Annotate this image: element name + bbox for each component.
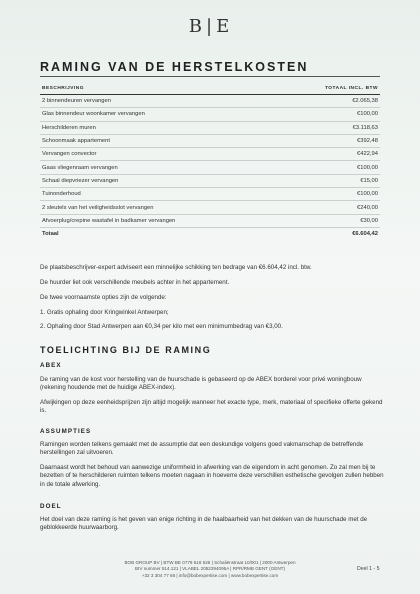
row-description: Vervangen convector [40, 148, 280, 161]
table-row [40, 148, 380, 161]
subheading-doel: DOEL [40, 503, 62, 510]
table-row [40, 134, 380, 147]
page-number: Deel 1 - 5 [357, 566, 380, 572]
assumpties-paragraph-2: Daarnaast wordt het behoud van aanwezige uniformheid in afwerking van de eigendom in acht genomen. Zo zal men bij te bezetten of te herschilderen ruimten telkens moeten nagaan in hoeverre deze verschillen esthetische gevolgen zullen hebben in de totale afwerking. [40, 464, 384, 488]
section-heading-toelichting: TOELICHTING BIJ DE RAMING [40, 345, 212, 355]
row-description: Herschilderen muren [40, 121, 280, 134]
table-row [40, 95, 380, 108]
table-header-row [40, 83, 380, 95]
table-row [40, 108, 380, 121]
row-amount: €100,00 [280, 108, 380, 121]
subheading-abex: ABEX [40, 362, 62, 369]
doel-paragraph: Het doel van deze raming is het geven van enige richting in de haalbaarheid van het dekken van de huurschade met de geblokkeerde huurwaarborg. [40, 516, 368, 532]
table-row [40, 161, 380, 174]
row-description: 2 sleutels van het veiligheidsslot vervangen [40, 201, 280, 214]
assumpties-paragraph-1: Ramingen worden telkens gemaakt met de assumptie dat een deskundige volgens goed vakmanschap de betreffende herstellingen zal uitvoeren. [40, 441, 364, 457]
footer-company-line: BOB GROUP BV | BTW BE 0779 518 526 | Schaliënstraat 10/001 | 2000 Antwerpen [124, 560, 296, 565]
table-row [40, 214, 380, 227]
table-row [40, 201, 380, 214]
row-amount: €3.118,63 [280, 121, 380, 134]
logo-letter-e: E [216, 16, 232, 37]
option-1: 1. Gratis ophaling door Kringwinkel Antwerpen; [40, 309, 169, 316]
company-logo [0, 16, 420, 37]
row-amount: €240,00 [280, 201, 380, 214]
row-description: Gaas vliegenraam vervangen [40, 161, 280, 174]
cost-table [40, 83, 380, 241]
row-amount: €100,00 [280, 161, 380, 174]
furniture-note: De huurder liet ook verschillende meubels achter in het appartement. [40, 279, 230, 286]
title-divider [40, 76, 380, 77]
table-total-row [40, 227, 380, 241]
subheading-assumpties: ASSUMPTIES [40, 428, 92, 435]
page-title: RAMING VAN DE HERSTELKOSTEN [40, 60, 309, 74]
logo-letter-b: B [188, 16, 204, 37]
options-intro: De twee voornaamste opties zijn de volgende: [40, 294, 167, 301]
table-row [40, 188, 380, 201]
total-amount: €6.604,42 [352, 231, 378, 238]
row-amount: €100,00 [280, 188, 380, 201]
row-amount: €2.065,38 [280, 95, 380, 108]
row-description: Tuinonderhoud [40, 188, 280, 201]
total-label: Totaal [42, 231, 59, 238]
row-description: Schaal diepvriezer vervangen [40, 174, 280, 187]
logo-separator: | [206, 16, 215, 37]
column-header-amount: TOTAAL INCL. BTW [280, 83, 380, 95]
settlement-advice: De plaatsbeschrijver-expert adviseert een minnelijke schikking ten bedrage van €6.604,42 incl. btw. [40, 264, 312, 271]
row-description: Afvoerplug/crepine wastafel in badkamer vervangen [40, 214, 280, 227]
row-amount: €30,00 [280, 214, 380, 227]
row-amount: €15,00 [280, 174, 380, 187]
table-row [40, 174, 380, 187]
abex-paragraph-2: Afwijkingen op deze eenheidsprijzen zijn altijd mogelijk wanneer het exacte type, merk, materiaal of specifieke offerte gekend is. [40, 399, 383, 415]
footer-registration-line: BIV nummer 514.121 | VLABEL 2052294095A | RPR/RMB GENT (GENT) [135, 566, 285, 572]
row-amount: €422,94 [280, 148, 380, 161]
abex-paragraph-1: De raming van de kost voor herstelling van de huurschade is gebaseerd op de ABEX borderel voor privé woningbouw (rekening houdende met de huidige ABEX-index). [40, 376, 362, 392]
footer-contact-line: +32 3 304 77 66 | info@bobexpertise.com | www.bobexpertise.com [141, 572, 279, 578]
column-header-description: BESCHRIJVING [40, 83, 280, 95]
option-2: 2. Ophaling door Stad Antwerpen aan €0,34 per kilo met een minimumbedrag van €3,00. [40, 323, 283, 330]
table-row [40, 121, 380, 134]
row-description: 2 binnendeuren vervangen [40, 95, 280, 108]
row-description: Schoonmaak appartement [40, 134, 280, 147]
row-description: Glas binnendeur woonkamer vervangen [40, 108, 280, 121]
row-amount: €392,48 [280, 134, 380, 147]
